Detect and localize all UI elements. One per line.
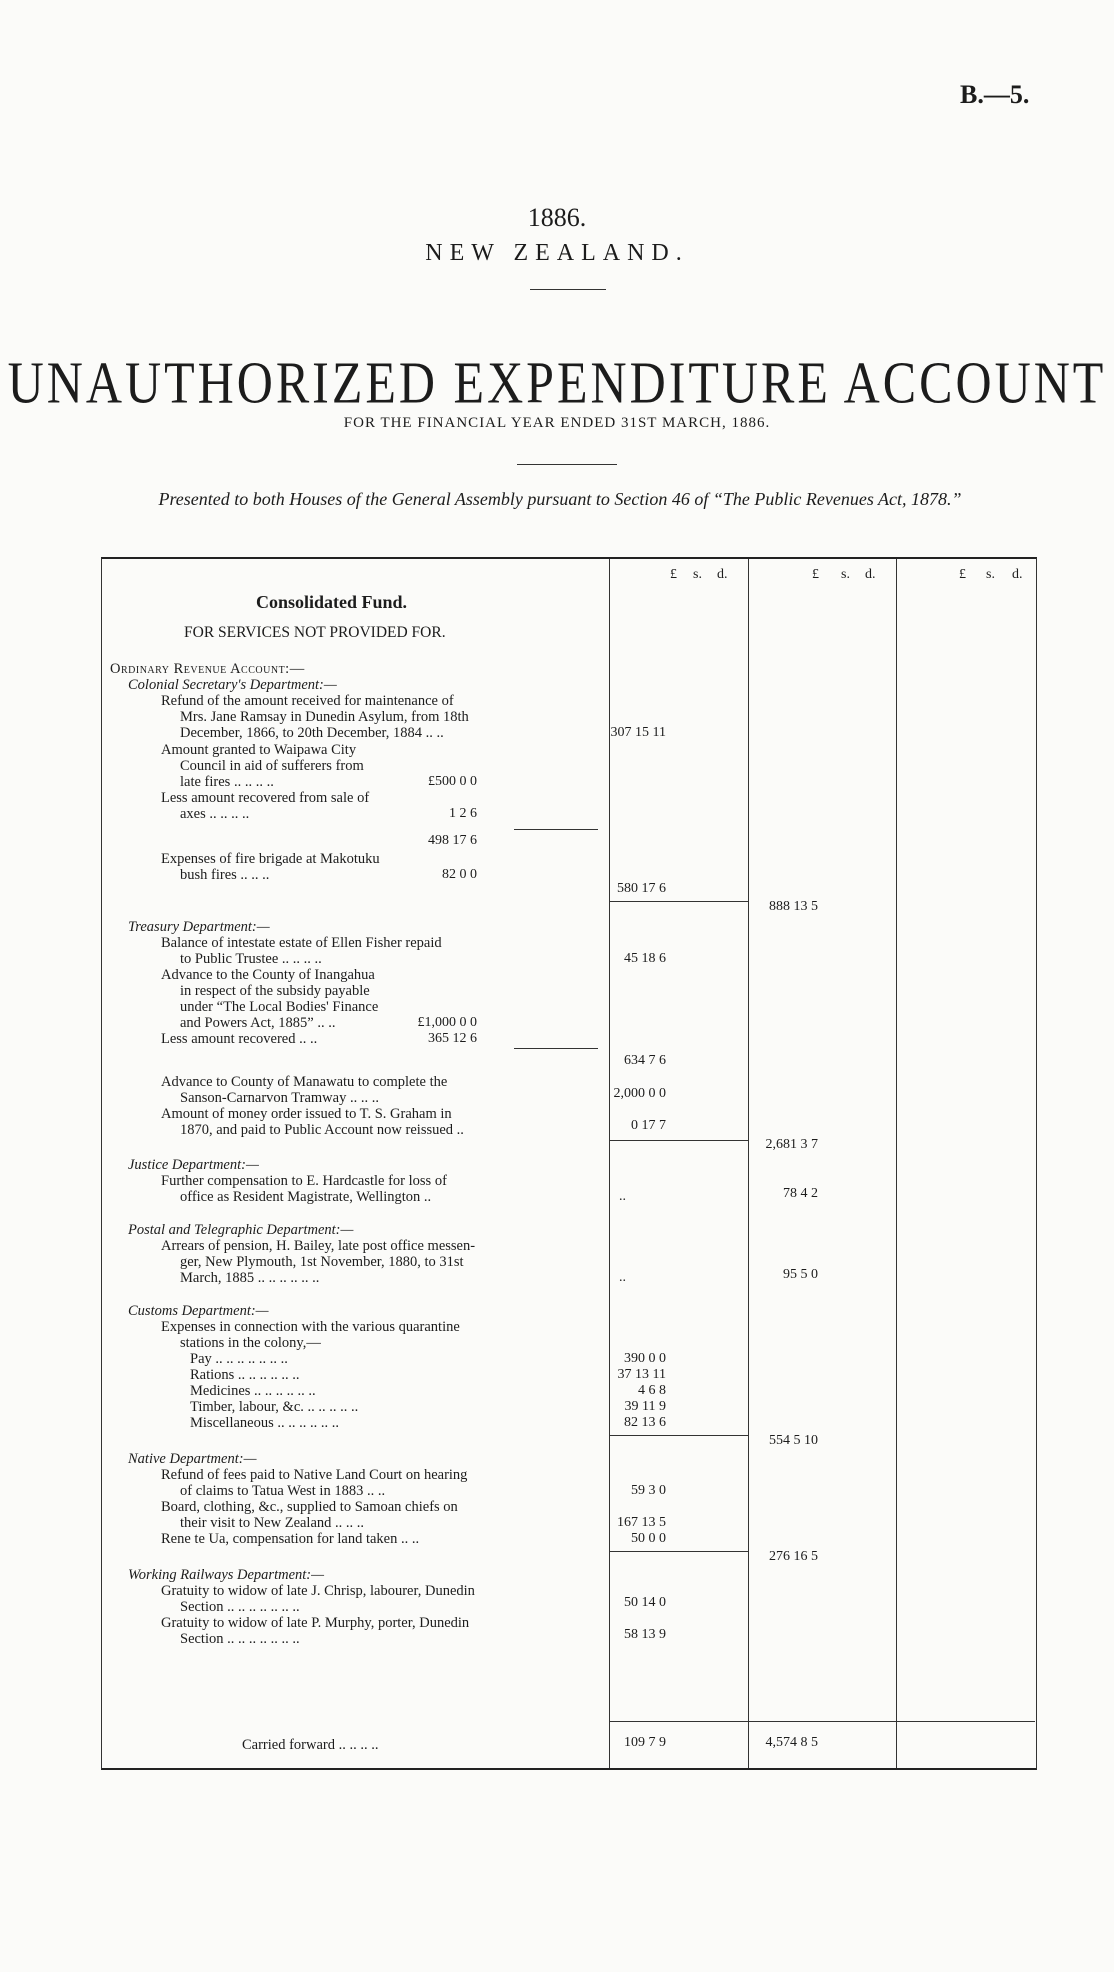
department-total: 888 13 5 <box>769 899 818 914</box>
amount: 167 13 5 <box>617 1515 666 1530</box>
line-text: axes .. .. .. .. <box>180 806 250 822</box>
line-text: Refund of fees paid to Native Land Court on hearing <box>161 1467 468 1483</box>
line-text: Medicines .. .. .. .. .. .. <box>190 1383 316 1399</box>
subtotal-rule <box>514 829 598 830</box>
amount: 580 17 6 <box>617 881 666 896</box>
line-text: Refund of the amount received for maintenance of <box>161 693 454 709</box>
document-year: 1886. <box>527 203 587 232</box>
section-heading: Customs Department:— <box>128 1303 269 1319</box>
column-divider <box>748 559 749 1768</box>
carried-forward-label: Carried forward .. .. .. .. <box>242 1737 379 1753</box>
line-text: Further compensation to E. Hardcastle for loss of <box>161 1173 447 1189</box>
fund-subtitle: FOR SERVICES NOT PROVIDED FOR. <box>184 624 446 641</box>
line-text: to Public Trustee .. .. .. .. <box>180 951 322 967</box>
line-text: Advance to County of Manawatu to complete the <box>161 1074 448 1090</box>
page-title: UNAUTHORIZED EXPENDITURE ACCOUNT <box>7 349 1107 416</box>
inner-amount: £500 0 0 <box>428 774 477 789</box>
line-text: Rations .. .. .. .. .. .. <box>190 1367 300 1383</box>
line-text: Section .. .. .. .. .. .. .. <box>180 1631 300 1647</box>
line-text: stations in the colony,— <box>180 1335 321 1351</box>
amount: 37 13 11 <box>617 1367 666 1382</box>
line-text: Pay .. .. .. .. .. .. .. <box>190 1351 288 1367</box>
col1-shillings: s. <box>693 567 702 582</box>
line-text: their visit to New Zealand .. .. .. <box>180 1515 365 1531</box>
section-heading: Colonial Secretary's Department:— <box>128 677 337 693</box>
col3-pence: d. <box>1012 567 1023 582</box>
total-rule <box>609 1140 748 1141</box>
divider <box>530 289 606 290</box>
line-text: and Powers Act, 1885” .. .. <box>180 1015 336 1031</box>
line-text: Advance to the County of Inangahua <box>161 967 375 983</box>
line-text: Mrs. Jane Ramsay in Dunedin Asylum, from 18th <box>180 709 469 725</box>
line-text: Gratuity to widow of late P. Murphy, porter, Dunedin <box>161 1615 470 1631</box>
total-rule <box>609 1551 748 1552</box>
total-rule <box>609 1435 748 1436</box>
line-text: Less amount recovered .. .. <box>161 1031 318 1047</box>
section-heading: Postal and Telegraphic Department:— <box>128 1222 354 1238</box>
col2-pence: d. <box>865 567 876 582</box>
carried-forward-col1: 109 7 9 <box>624 1735 666 1750</box>
amount: 390 0 0 <box>624 1351 666 1366</box>
col2-shillings: s. <box>841 567 850 582</box>
amount: 39 11 9 <box>624 1399 666 1414</box>
account-heading: Ordinary Revenue Account:— <box>110 661 305 677</box>
col1-pence: d. <box>717 567 728 582</box>
department-total: 554 5 10 <box>769 1433 818 1448</box>
line-text: Arrears of pension, H. Bailey, late post office messen- <box>161 1238 476 1254</box>
line-text: March, 1885 .. .. .. .. .. .. <box>180 1270 320 1286</box>
line-text: in respect of the subsidy payable <box>180 983 370 999</box>
carried-forward-col2: 4,574 8 5 <box>765 1735 818 1750</box>
amount: 307 15 11 <box>610 725 666 740</box>
department-total: 95 5 0 <box>783 1267 818 1282</box>
line-text: office as Resident Magistrate, Wellington .. <box>180 1189 432 1205</box>
line-text: Timber, labour, &c. .. .. .. .. .. <box>190 1399 359 1415</box>
presented-note: Presented to both Houses of the General Assembly pursuant to Section 46 of “The Public Revenues Act, 1878.” <box>158 489 962 509</box>
line-text: bush fires .. .. .. <box>180 867 270 883</box>
amount: 59 3 0 <box>631 1483 666 1498</box>
department-total: 276 16 5 <box>769 1549 818 1564</box>
amount: 45 18 6 <box>624 951 666 966</box>
section-heading: Working Railways Department:— <box>128 1567 325 1583</box>
line-text: Board, clothing, &c., supplied to Samoan chiefs on <box>161 1499 458 1515</box>
amount: 634 7 6 <box>624 1053 666 1068</box>
line-text: Gratuity to widow of late J. Chrisp, labourer, Dunedin <box>161 1583 475 1599</box>
line-text: 1870, and paid to Public Account now reissued .. <box>180 1122 464 1138</box>
subtotal-rule <box>514 1048 598 1049</box>
amount: 50 14 0 <box>624 1595 666 1610</box>
amount: 4 6 8 <box>638 1383 666 1398</box>
amount: 58 13 9 <box>624 1627 666 1642</box>
line-text: Sanson-Carnarvon Tramway .. .. .. <box>180 1090 379 1106</box>
line-text: Expenses in connection with the various quarantine <box>161 1319 460 1335</box>
col1-pounds: £ <box>670 567 677 582</box>
amount: 82 13 6 <box>624 1415 666 1430</box>
line-text: Amount granted to Waipawa City <box>161 742 357 758</box>
line-text: Balance of intestate estate of Ellen Fisher repaid <box>161 935 442 951</box>
amount: .. <box>619 1189 626 1204</box>
column-divider <box>896 559 897 1768</box>
inner-amount: £1,000 0 0 <box>417 1015 477 1030</box>
total-rule <box>609 1721 1035 1722</box>
amount: .. <box>619 1270 626 1285</box>
section-heading: Native Department:— <box>128 1451 257 1467</box>
line-text: Expenses of fire brigade at Makotuku <box>161 851 380 867</box>
line-text: Less amount recovered from sale of <box>161 790 370 806</box>
country-heading: NEW ZEALAND. <box>425 240 689 266</box>
line-text: ger, New Plymouth, 1st November, 1880, to 31st <box>180 1254 464 1270</box>
line-text: late fires .. .. .. .. <box>180 774 274 790</box>
line-text: Council in aid of sufferers from <box>180 758 364 774</box>
section-heading: Treasury Department:— <box>128 919 270 935</box>
account-table <box>101 557 1037 1770</box>
department-total: 78 4 2 <box>783 1186 818 1201</box>
total-rule <box>609 901 748 902</box>
amount: 50 0 0 <box>631 1531 666 1546</box>
line-text: under “The Local Bodies' Finance <box>180 999 379 1015</box>
line-text: Rene te Ua, compensation for land taken .. .. <box>161 1531 420 1547</box>
line-text: December, 1866, to 20th December, 1884 .. .. <box>180 725 444 741</box>
line-text: of claims to Tatua West in 1883 .. .. <box>180 1483 386 1499</box>
amount: 2,000 0 0 <box>613 1086 666 1101</box>
line-text: Section .. .. .. .. .. .. .. <box>180 1599 300 1615</box>
fund-title: Consolidated Fund. <box>256 592 408 612</box>
col3-pounds: £ <box>959 567 966 582</box>
col2-pounds: £ <box>812 567 819 582</box>
inner-amount: 1 2 6 <box>449 806 477 821</box>
section-heading: Justice Department:— <box>128 1157 259 1173</box>
line-text: Miscellaneous .. .. .. .. .. .. <box>190 1415 340 1431</box>
line-text: Amount of money order issued to T. S. Graham in <box>161 1106 452 1122</box>
col3-shillings: s. <box>986 567 995 582</box>
inner-amount: 498 17 6 <box>428 833 477 848</box>
inner-amount: 365 12 6 <box>428 1031 477 1046</box>
department-total: 2,681 3 7 <box>765 1137 818 1152</box>
amount: 0 17 7 <box>631 1118 666 1133</box>
divider <box>517 464 617 465</box>
inner-amount: 82 0 0 <box>442 867 477 882</box>
page-subtitle: FOR THE FINANCIAL YEAR ENDED 31ST MARCH, 1886. <box>343 415 771 431</box>
document-reference: B.—5. <box>960 80 1030 109</box>
